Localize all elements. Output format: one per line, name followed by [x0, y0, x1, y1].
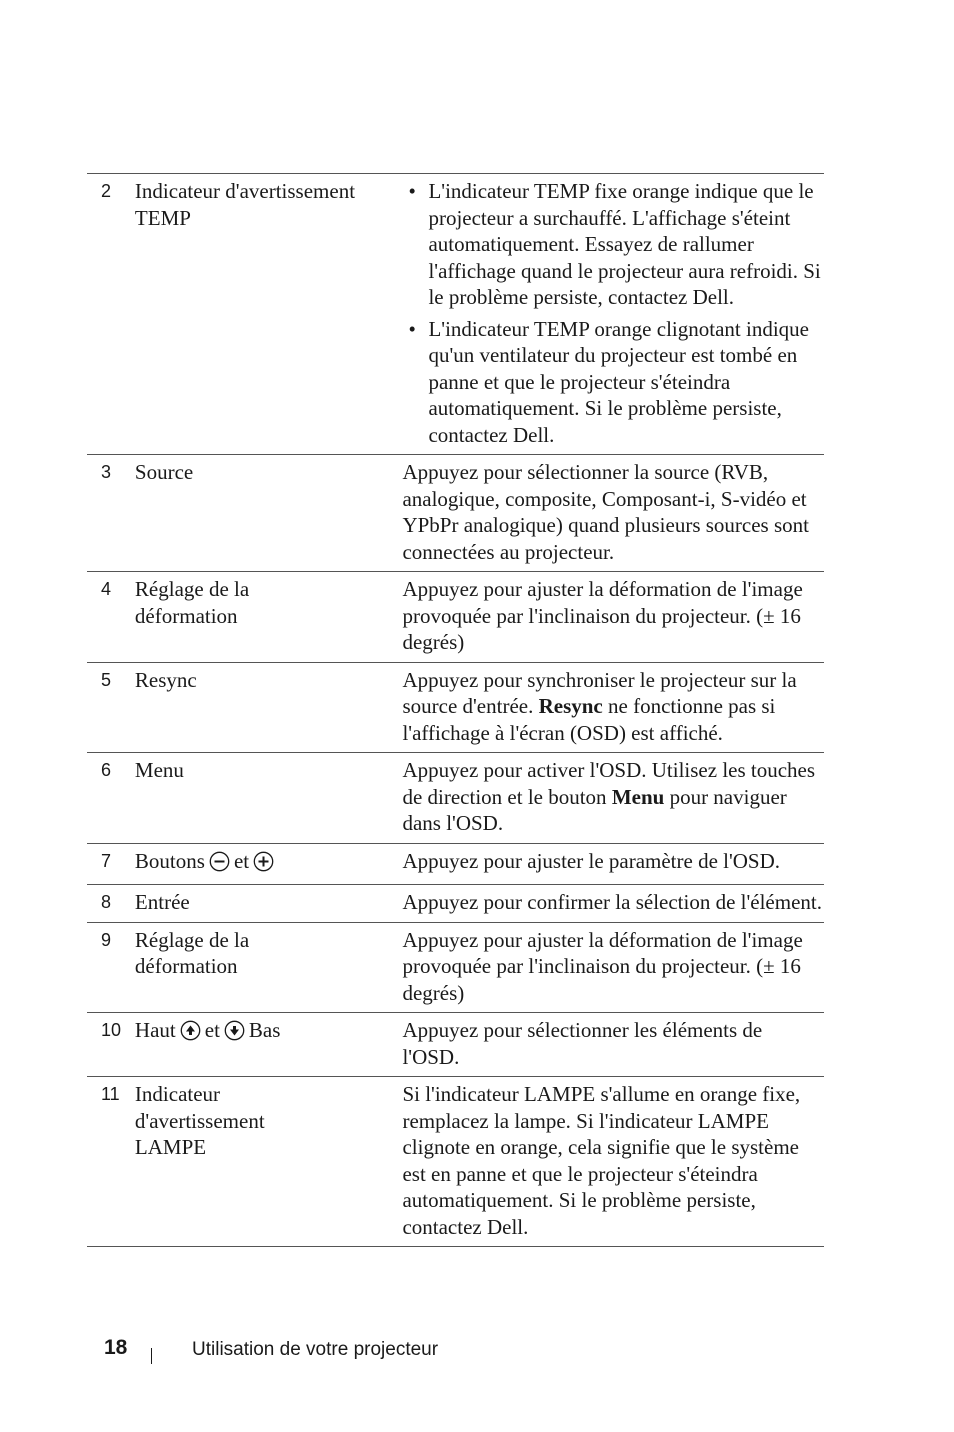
list-item [402, 316, 822, 449]
desc-text: Appuyez pour activer l'OSD. Utilisez les touches de direction et le bouton [402, 758, 816, 809]
row-number: 6 [101, 760, 112, 780]
row-name: Réglage de la déformation [134, 927, 250, 978]
control-panel-table-container [87, 173, 824, 1247]
row-number: 8 [101, 892, 112, 912]
desc-text: pour naviguer dans l'OSD. [402, 784, 787, 835]
row-number: 10 [101, 1020, 122, 1040]
row-description [402, 662, 824, 753]
down-arrow-circle-icon [224, 1020, 245, 1048]
row-number: 9 [101, 929, 112, 950]
row-name: Indicateur d'avertissement LAMPE [134, 1082, 265, 1159]
bullet-text: L'indicateur TEMP orange clignotant indique qu'un ventilateur du projecteur est tombé en panne et que le projecteur s'éteindra automatiquement. Si le problème persiste, contactez Dell. [428, 316, 809, 447]
row-name: Source [134, 460, 194, 484]
row-description [402, 753, 824, 844]
row-number: 7 [101, 850, 112, 871]
name-text: et [233, 848, 250, 873]
row-name: Resync [134, 667, 197, 692]
bullet-list [402, 178, 822, 448]
chapter-title: Utilisation de votre projecteur [192, 1339, 439, 1360]
control-panel-table [87, 173, 824, 1247]
row-description: Appuyez pour confirmer la sélection de l'élément. [402, 890, 822, 914]
bullet-icon: • [408, 179, 416, 203]
row-number: 5 [101, 669, 112, 690]
plus-circle-icon [253, 851, 274, 879]
table-row [87, 455, 824, 572]
desc-text: ne fonctionne pas si l'affichage à l'écran (OSD) est affiché. [402, 694, 776, 745]
row-name: Menu [134, 758, 184, 782]
row-description: Appuyez pour ajuster la déformation de l'image provoquée par l'inclinaison du projecteur. (± 16 degrés) [402, 577, 803, 654]
footer-divider [151, 1348, 152, 1364]
row-number: 11 [101, 1084, 120, 1104]
menu-keyword: Menu [611, 784, 665, 809]
table-row [87, 174, 824, 455]
row-name [135, 843, 403, 885]
row-number: 4 [101, 579, 112, 599]
name-text: Bas [248, 1018, 281, 1042]
table-row [87, 753, 824, 844]
name-text: Haut [134, 1018, 176, 1042]
bullet-text: L'indicateur TEMP fixe orange indique que le projecteur a surchauffé. L'affichage s'éteint automatiquement. Essayez de rallumer l'affichage quand le projecteur aura refroidi. Si le problème persiste, contactez Dell. [428, 179, 821, 309]
row-name: Entrée [134, 890, 190, 914]
row-description: Si l'indicateur LAMPE s'allume en orange fixe, remplacez la lampe. Si l'indicateur LAMPE clignote en orange, cela signifie que le système est en panne et que le projecteur s'éteindra automatiquement. Si le problème persiste, contactez Dell. [402, 1082, 801, 1239]
row-name [135, 1013, 403, 1077]
table-row [87, 843, 824, 885]
row-description: Appuyez pour sélectionner les éléments de l'OSD. [402, 1018, 763, 1069]
row-name: Réglage de la déformation [134, 577, 250, 628]
resync-keyword: Resync [538, 694, 603, 718]
row-number: 2 [101, 181, 112, 201]
table-row [87, 1013, 824, 1077]
row-description: Appuyez pour ajuster le paramètre de l'OSD. [402, 848, 781, 873]
name-text: et [204, 1018, 220, 1042]
table-row [87, 572, 824, 663]
row-description: Appuyez pour sélectionner la source (RVB, analogique, composite, Composant-i, S-vidéo et YPbPr analogique) quand plusieurs sources sont connectées au projecteur. [402, 460, 809, 564]
row-description [402, 174, 824, 455]
up-arrow-circle-icon [180, 1020, 201, 1048]
row-description: Appuyez pour ajuster la déformation de l'image provoquée par l'inclinaison du projecteur. (± 16 degrés) [402, 927, 803, 1005]
page-number: 18 [104, 1336, 128, 1359]
row-name: Indicateur d'avertissement TEMP [134, 179, 356, 230]
bullet-icon: • [408, 316, 416, 341]
minus-circle-icon [209, 851, 230, 879]
name-text: Boutons [134, 848, 205, 873]
table-row [87, 1077, 824, 1247]
table-row [87, 885, 824, 923]
list-item [402, 178, 822, 311]
table-row [87, 922, 824, 1013]
desc-text: Appuyez pour synchroniser le projecteur sur la source d'entrée. [402, 667, 797, 718]
row-number: 3 [101, 462, 112, 482]
table-row [87, 662, 824, 753]
